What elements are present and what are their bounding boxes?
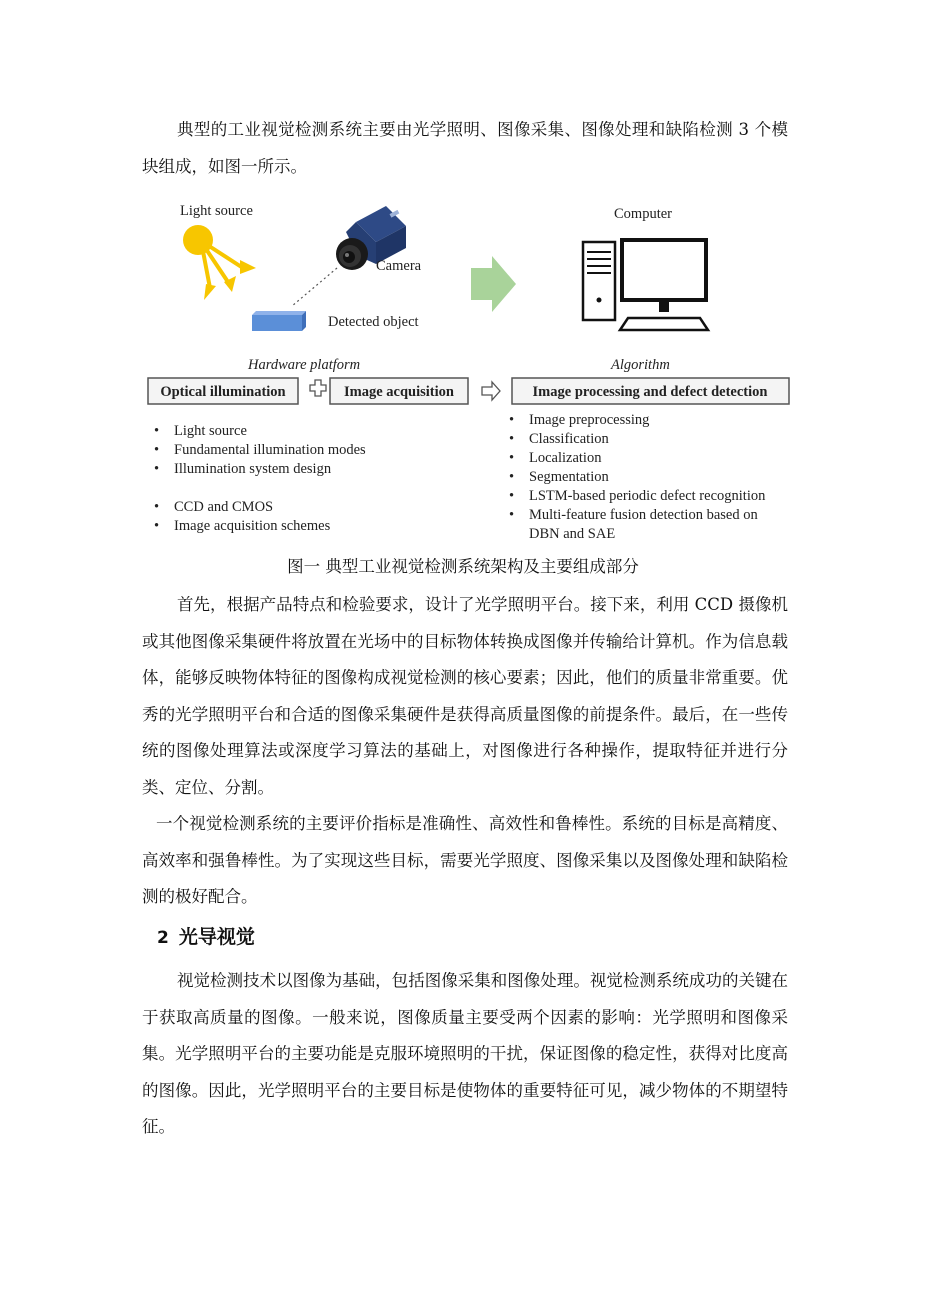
image-acquisition-box <box>330 378 468 404</box>
flow-arrow-icon <box>471 256 516 312</box>
section-number: 2 <box>157 928 169 948</box>
optical-illumination-box <box>148 378 298 404</box>
list-bullet: • <box>509 450 515 466</box>
list-item: Image acquisition schemes <box>174 518 331 534</box>
body-paragraph: 首先，根据产品特点和检验要求，设计了光学照明平台。接下来，利用 CCD 摄像机或其他图像采集硬件将放置在光场中的目标物体转换成图像并传输给计算机。作为信息载体，能够反映物体特征的图像构成视觉检测的核心要素；因此，他们的质量非常重要。优秀的光学照明平台和合适的图像采集硬件是获得高质量图像的前提条件。最后，在一些传统的图像处理算法或深度学习算法的基础上，对图像进行各种操作，提取特征并进行分类、定位、分割。 <box>142 595 788 797</box>
algorithm-list <box>509 412 766 542</box>
list-item: CCD and CMOS <box>174 499 274 515</box>
list-bullet: • <box>154 442 160 458</box>
list-item: DBN and SAE <box>529 526 616 542</box>
list-item: Fundamental illumination modes <box>174 442 366 458</box>
light-source-label: Light source <box>180 203 253 219</box>
list-item: Multi-feature fusion detection based on <box>529 507 758 523</box>
section-heading <box>157 922 255 953</box>
sun-icon <box>183 225 256 300</box>
list-bullet: • <box>509 469 515 485</box>
list-item: Segmentation <box>529 469 609 485</box>
algorithm-label: Algorithm <box>611 357 670 373</box>
optical-illumination-label: Optical illumination <box>160 384 286 400</box>
figure-caption: 图一 典型工业视觉检测系统架构及主要组成部分 <box>287 557 639 576</box>
list-bullet: • <box>154 499 160 515</box>
hardware-list <box>154 423 366 534</box>
computer-label: Computer <box>614 206 672 222</box>
list-item: Localization <box>529 450 602 466</box>
detected-object-icon <box>252 311 306 331</box>
list-item: LSTM-based periodic defect recognition <box>529 488 766 504</box>
list-bullet: • <box>509 507 515 523</box>
list-bullet: • <box>509 488 515 504</box>
list-bullet: • <box>509 412 515 428</box>
list-item: Light source <box>174 423 247 439</box>
image-processing-label: Image processing and defect detection <box>532 384 768 400</box>
section-title: 光导视觉 <box>178 926 255 948</box>
list-item: Illumination system design <box>174 461 332 477</box>
system-architecture-figure <box>140 196 800 546</box>
camera-line-of-sight <box>292 268 337 306</box>
list-bullet: • <box>154 423 160 439</box>
list-bullet: • <box>509 431 515 447</box>
list-item: Image preprocessing <box>529 412 650 428</box>
hardware-platform-label: Hardware platform <box>248 357 361 373</box>
intro-paragraph: 典型的工业视觉检测系统主要由光学照明、图像采集、图像处理和缺陷检测 3 个模块组成，如图一所示。 <box>142 120 788 176</box>
computer-icon <box>583 240 708 330</box>
list-bullet: • <box>154 461 160 477</box>
body-paragraph: 一个视觉检测系统的主要评价指标是准确性、高效性和鲁棒性。系统的目标是高精度、高效率和强鲁棒性。为了实现这些目标，需要光学照度、图像采集以及图像处理和缺陷检测的极好配合。 <box>142 814 788 906</box>
plus-icon <box>310 380 326 396</box>
camera-label: Camera <box>376 258 422 274</box>
section-paragraph: 视觉检测技术以图像为基础，包括图像采集和图像处理。视觉检测系统成功的关键在于获取高质量的图像。一般来说，图像质量主要受两个因素的影响：光学照明和图像采集。光学照明平台的主要功能是克服环境照明的干扰，保证图像的稳定性，获得对比度高的图像。因此，光学照明平台的主要目标是使物体的重要特征可见，减少物体的不期望特征。 <box>142 971 788 1136</box>
image-acquisition-label: Image acquisition <box>344 384 454 400</box>
list-item: Classification <box>529 431 609 447</box>
right-arrow-icon <box>482 382 500 400</box>
detected-object-label: Detected object <box>328 314 419 330</box>
image-processing-box <box>512 378 789 404</box>
list-bullet: • <box>154 518 160 534</box>
